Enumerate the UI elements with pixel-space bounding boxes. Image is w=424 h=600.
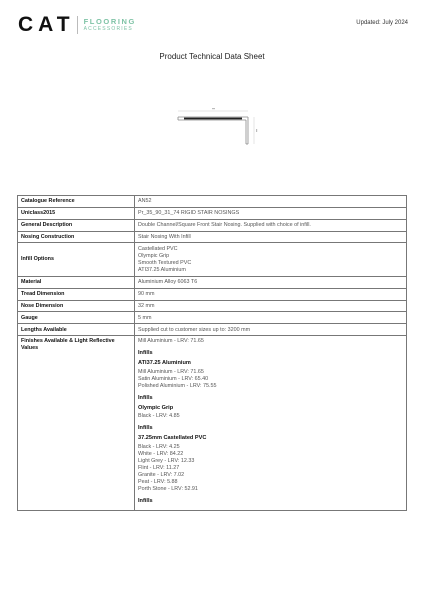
finishes-value (135, 336, 407, 510)
row-value: Stair Nosing With Infill (135, 231, 407, 243)
logo-subtext (84, 18, 136, 33)
dimension-marks (178, 108, 257, 144)
stair-nosing-drawing (170, 100, 270, 150)
document-title: Product Technical Data Sheet (159, 52, 265, 61)
finish-item: Flint - LRV: 11.27 (138, 464, 180, 471)
finish-item: Satin Aluminium - LRV: 65.40 (138, 375, 209, 382)
spec-table (17, 195, 407, 511)
infill-option: Castellated PVC (138, 245, 178, 252)
infill-option: Smooth Textured PVC (138, 259, 192, 266)
logo-main-text: CAT (18, 13, 75, 36)
row-label: Nose Dimension (18, 300, 135, 312)
table-row (18, 196, 407, 208)
row-value: 5 mm (135, 312, 407, 324)
updated-date: Updated: July 2024 (356, 20, 408, 26)
finish-group-name: ATI37.25 Aluminium (138, 360, 191, 367)
table-row (18, 324, 407, 336)
logo-accessories-text: ACCESSORIES (83, 25, 133, 32)
row-value: Double Channel/Square Front Stair Nosing. Supplied with choice of infill. (135, 219, 407, 231)
row-label: Lengths Available (18, 324, 135, 336)
finish-group-name: Olympic Grip (138, 404, 174, 411)
table-row (18, 336, 407, 510)
finish-item: Porth Stone - LRV: 52.91 (138, 485, 198, 492)
table-row (18, 243, 407, 276)
row-label: Tread Dimension (18, 288, 135, 300)
infill-option: ATI37.25 Aluminium (138, 266, 186, 273)
row-value: 32 mm (135, 300, 407, 312)
infill-option: Olympic Grip (138, 252, 170, 259)
row-label: Gauge (18, 312, 135, 324)
row-value: Pr_35_90_31_74 RIGID STAIR NOSINGS (135, 207, 407, 219)
row-label: General Description (18, 219, 135, 231)
finish-item: Mill Aluminium - LRV: 71.65 (138, 338, 204, 345)
logo-flooring-text: FLOORING (83, 16, 136, 26)
cat-logo (18, 14, 136, 36)
finish-item: Mill Aluminium - LRV: 71.65 (138, 368, 204, 375)
finish-group-heading: Infills (138, 497, 153, 504)
finish-group-heading: Infills (138, 425, 153, 432)
table-row (18, 312, 407, 324)
table-row (18, 288, 407, 300)
finish-item: Black - LRV: 4.85 (138, 413, 180, 420)
finish-item: Light Grey - LRV: 12.33 (138, 457, 195, 464)
row-value: Aluminium Alloy 6063 T6 (135, 276, 407, 288)
finish-item: Granite - LRV: 7.02 (138, 471, 185, 478)
row-value: AN52 (135, 196, 407, 208)
table-row (18, 219, 407, 231)
row-value: Supplied cut to customer sizes up to: 3200 mm (135, 324, 407, 336)
finish-item: Black - LRV: 4.25 (138, 443, 180, 450)
table-row (18, 207, 407, 219)
table-row (18, 231, 407, 243)
finish-group-name: 37.25mm Castellated PVC (138, 434, 207, 441)
finish-item: Polished Aluminium - LRV: 75.55 (138, 382, 217, 389)
finish-item: White - LRV: 84.22 (138, 450, 184, 457)
row-value (135, 243, 407, 276)
table-row (18, 276, 407, 288)
row-label: Finishes Available & Light Reflective Values (18, 336, 135, 510)
row-label: Uniclass2015 (18, 207, 135, 219)
row-label: Material (18, 276, 135, 288)
row-label: Infill Options (18, 243, 135, 276)
page-header (18, 14, 408, 38)
finish-group-heading: Infills (138, 350, 153, 357)
row-label: Nosing Construction (18, 231, 135, 243)
table-row (18, 300, 407, 312)
row-value: 90 mm (135, 288, 407, 300)
infill-channel (184, 118, 242, 120)
nosing-profile (178, 117, 248, 144)
finish-group-heading: Infills (138, 394, 153, 401)
logo-divider (77, 16, 78, 34)
finish-item: Peat - LRV: 5.88 (138, 478, 178, 485)
row-label: Catalogue Reference (18, 196, 135, 208)
